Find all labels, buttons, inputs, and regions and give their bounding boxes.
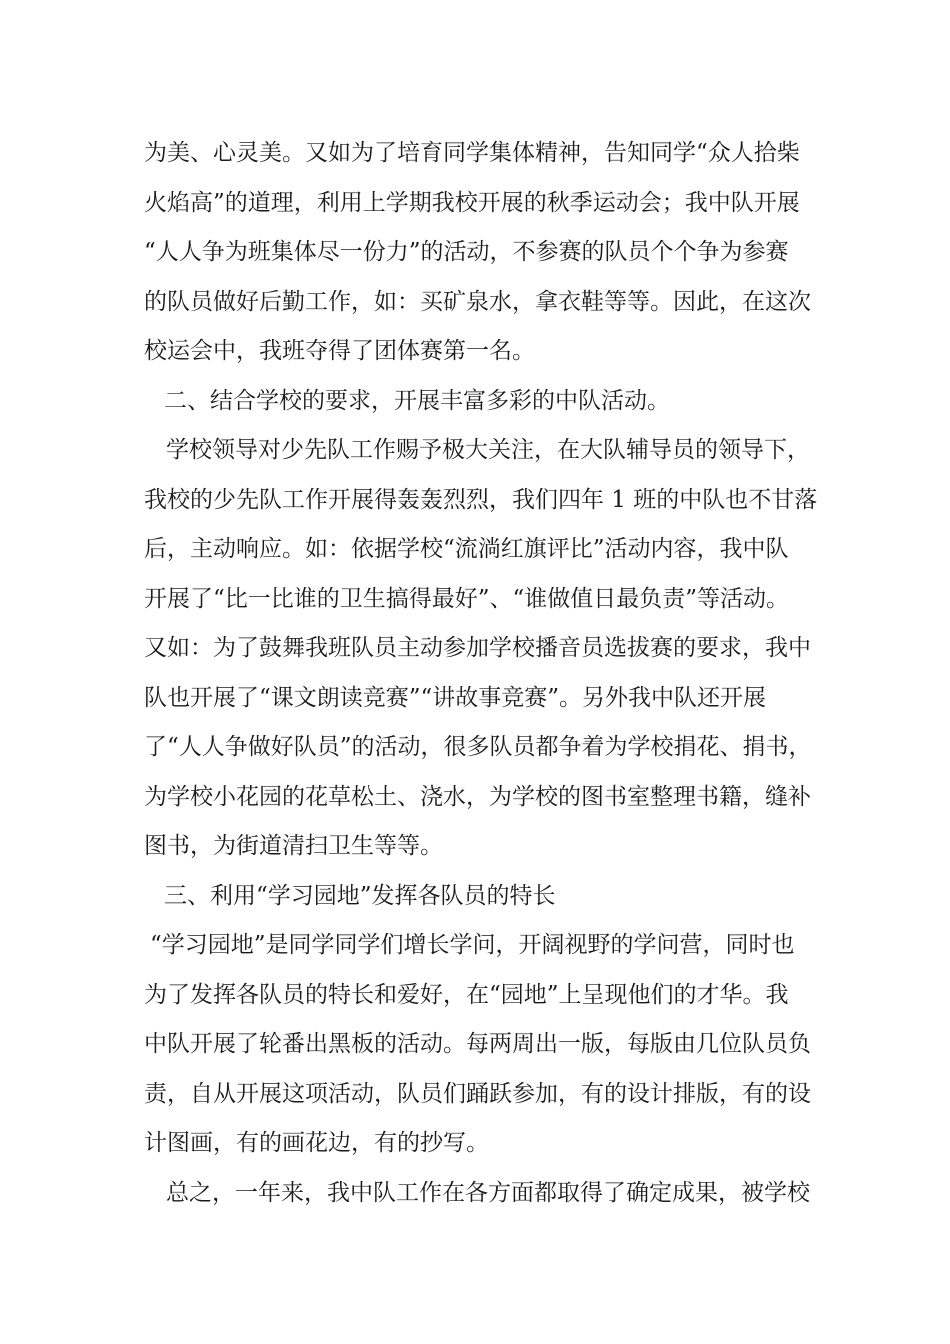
text-line: 开展了“比一比谁的卫生搞得最好”、“谁做值日最负责”等活动。 bbox=[144, 585, 790, 612]
section-heading: 二、结合学校的要求，开展丰富多彩的中队活动。 bbox=[164, 387, 670, 414]
text-line: 火焰高”的道理，利用上学期我校开展的秋季运动会；我中队开展 bbox=[144, 189, 800, 216]
text-line: 总之，一年来，我中队工作在各方面都取得了确定成果，被学校 bbox=[166, 1179, 810, 1206]
text-line: 了“人人争做好队员”的活动，很多队员都争着为学校捐花、捐书， bbox=[144, 734, 812, 760]
text-line: 责，自从开展这项活动，队员们踊跃参加，有的设计排版，有的设 bbox=[144, 1080, 811, 1107]
text-line: 又如：为了鼓舞我班队员主动参加学校播音员选拔赛的要求，我中 bbox=[144, 635, 811, 661]
text-line: “人人争为班集体尽一份力”的活动，不参赛的队员个个争为参赛 bbox=[144, 239, 789, 265]
text-line: 队也开展了“课文朗读竞赛”“讲故事竞赛”。另外我中队还开展 bbox=[144, 684, 767, 711]
text-line: 校运会中，我班夺得了团体赛第一名。 bbox=[144, 338, 535, 364]
text-line: 的队员做好后勤工作，如：买矿泉水，拿衣鞋等等。因此，在这次 bbox=[144, 288, 811, 315]
text-line: 图书，为街道清扫卫生等等。 bbox=[144, 833, 443, 859]
text-line: 学校领导对少先队工作赐予极大关注，在大队辅导员的领导下， bbox=[166, 437, 810, 463]
text-line: “学习园地”是同学同学们增长学问，开阔视野的学问营，同时也 bbox=[150, 932, 795, 958]
document-body bbox=[144, 129, 824, 1218]
section-heading: 三、利用“学习园地”发挥各队员的特长 bbox=[164, 882, 556, 909]
text-line: 为美、心灵美。又如为了培育同学集体精神，告知同学“众人拾柴 bbox=[144, 140, 800, 166]
text-line: 我校的少先队工作开展得轰轰烈烈，我们四年 1 班的中队也不甘落 bbox=[144, 486, 818, 513]
text-line: 为学校小花园的花草松土、浇水，为学校的图书室整理书籍，缝补 bbox=[144, 783, 811, 810]
text-line: 为了发挥各队员的特长和爱好，在“园地”上呈现他们的才华。我 bbox=[144, 981, 789, 1008]
text-line: 后，主动响应。如：依据学校“流淌红旗评比”活动内容，我中队 bbox=[144, 536, 789, 562]
text-line: 中队开展了轮番出黑板的活动。每两周出一版，每版由几位队员负 bbox=[144, 1031, 811, 1057]
text-line: 计图画，有的画花边，有的抄写。 bbox=[144, 1130, 489, 1156]
